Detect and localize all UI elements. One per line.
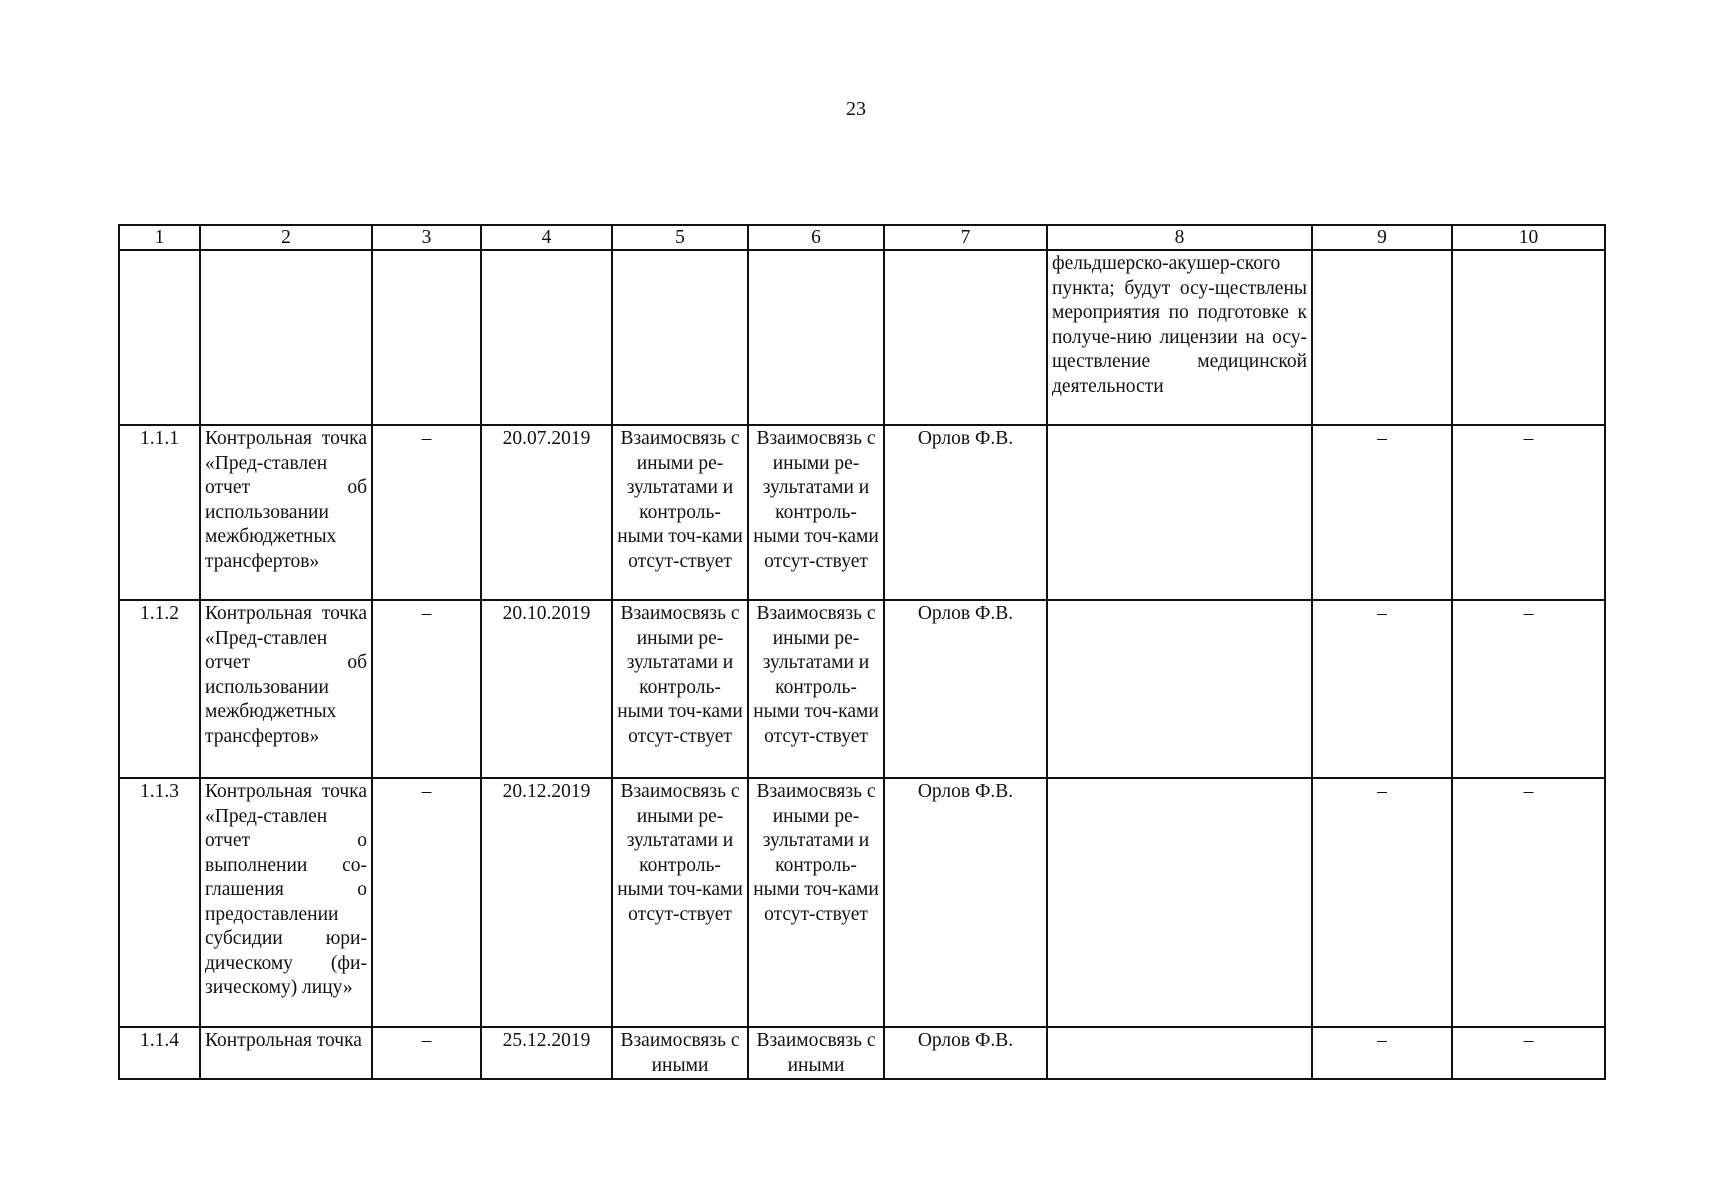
row-number: 1.1.3 [119, 778, 200, 1027]
row-number: 1.1.4 [119, 1027, 200, 1079]
row-date: 20.10.2019 [481, 600, 612, 778]
header-cell-1: 1 [119, 225, 200, 250]
header-cell-3: 3 [372, 225, 481, 250]
row-col3: – [372, 425, 481, 600]
table-row [119, 425, 1605, 600]
row-col9: – [1312, 600, 1452, 778]
row-col10: – [1452, 778, 1605, 1027]
row-date: 25.12.2019 [481, 1027, 612, 1079]
row-link-5: Взаимосвязь с иными ре-зультатами и контроль-ными точ-ками отсут-ствует [612, 425, 748, 600]
row-col9: – [1312, 425, 1452, 600]
row-date: 20.07.2019 [481, 425, 612, 600]
cell-empty [119, 250, 200, 425]
row-link-5: Взаимосвязь с иными ре-зультатами и контроль-ными точ-ками отсут-ствует [612, 600, 748, 778]
header-cell-5: 5 [612, 225, 748, 250]
table-row [119, 600, 1605, 778]
row-link-5: Взаимосвязь с иными ре-зультатами и контроль-ными точ-ками отсут-ствует [612, 778, 748, 1027]
table-row [119, 778, 1605, 1027]
header-cell-9: 9 [1312, 225, 1452, 250]
header-cell-7: 7 [884, 225, 1047, 250]
row-name: Контрольная точка «Пред-ставлен отчет о выполнении со-глашения о предоставлении субсидии юри-дическому (фи-зическому) лицу» [200, 778, 372, 1027]
row-name: Контрольная точка «Пред-ставлен отчет об использовании межбюджетных трансфертов» [200, 425, 372, 600]
row-col10: – [1452, 600, 1605, 778]
row-col9: – [1312, 778, 1452, 1027]
row-responsible: Орлов Ф.В. [884, 425, 1047, 600]
table-row [119, 1027, 1605, 1079]
row-col10: – [1452, 425, 1605, 600]
row-responsible: Орлов Ф.В. [884, 778, 1047, 1027]
header-row [119, 225, 1605, 250]
cell-empty [200, 250, 372, 425]
row-col10: – [1452, 1027, 1605, 1079]
events-table [118, 224, 1606, 1080]
row-name: Контрольная точка «Пред-ставлен отчет об использовании межбюджетных трансфертов» [200, 600, 372, 778]
continuation-row [119, 250, 1605, 425]
row-link-5: Взаимосвязь с иными [612, 1027, 748, 1079]
row-col8 [1047, 425, 1312, 600]
row-col8 [1047, 600, 1312, 778]
cell-empty [884, 250, 1047, 425]
row-link-6: Взаимосвязь с иными [748, 1027, 884, 1079]
row-link-6: Взаимосвязь с иными ре-зультатами и контроль-ными точ-ками отсут-ствует [748, 778, 884, 1027]
row-responsible: Орлов Ф.В. [884, 600, 1047, 778]
header-cell-6: 6 [748, 225, 884, 250]
row-link-6: Взаимосвязь с иными ре-зультатами и контроль-ными точ-ками отсут-ствует [748, 600, 884, 778]
header-cell-10: 10 [1452, 225, 1605, 250]
row-col9: – [1312, 1027, 1452, 1079]
cell-empty [748, 250, 884, 425]
row-link-6: Взаимосвязь с иными ре-зультатами и контроль-ными точ-ками отсут-ствует [748, 425, 884, 600]
cell-empty [481, 250, 612, 425]
row-name: Контрольная точка [200, 1027, 372, 1079]
row-number: 1.1.2 [119, 600, 200, 778]
page-number: 23 [846, 98, 866, 120]
row-col3: – [372, 1027, 481, 1079]
row-responsible: Орлов Ф.В. [884, 1027, 1047, 1079]
header-cell-8: 8 [1047, 225, 1312, 250]
cell-empty [1312, 250, 1452, 425]
row-date: 20.12.2019 [481, 778, 612, 1027]
cell-empty [372, 250, 481, 425]
header-cell-4: 4 [481, 225, 612, 250]
row-col3: – [372, 600, 481, 778]
header-cell-2: 2 [200, 225, 372, 250]
continuation-description: фельдшерско-акушер-ского пункта; будут осу-ществлены мероприятия по подготовке к получе-нию лицензии на осу-ществление медицинской деятельности [1047, 250, 1312, 425]
row-col8 [1047, 1027, 1312, 1079]
row-col3: – [372, 778, 481, 1027]
cell-empty [1452, 250, 1605, 425]
row-number: 1.1.1 [119, 425, 200, 600]
cell-empty [612, 250, 748, 425]
row-col8 [1047, 778, 1312, 1027]
